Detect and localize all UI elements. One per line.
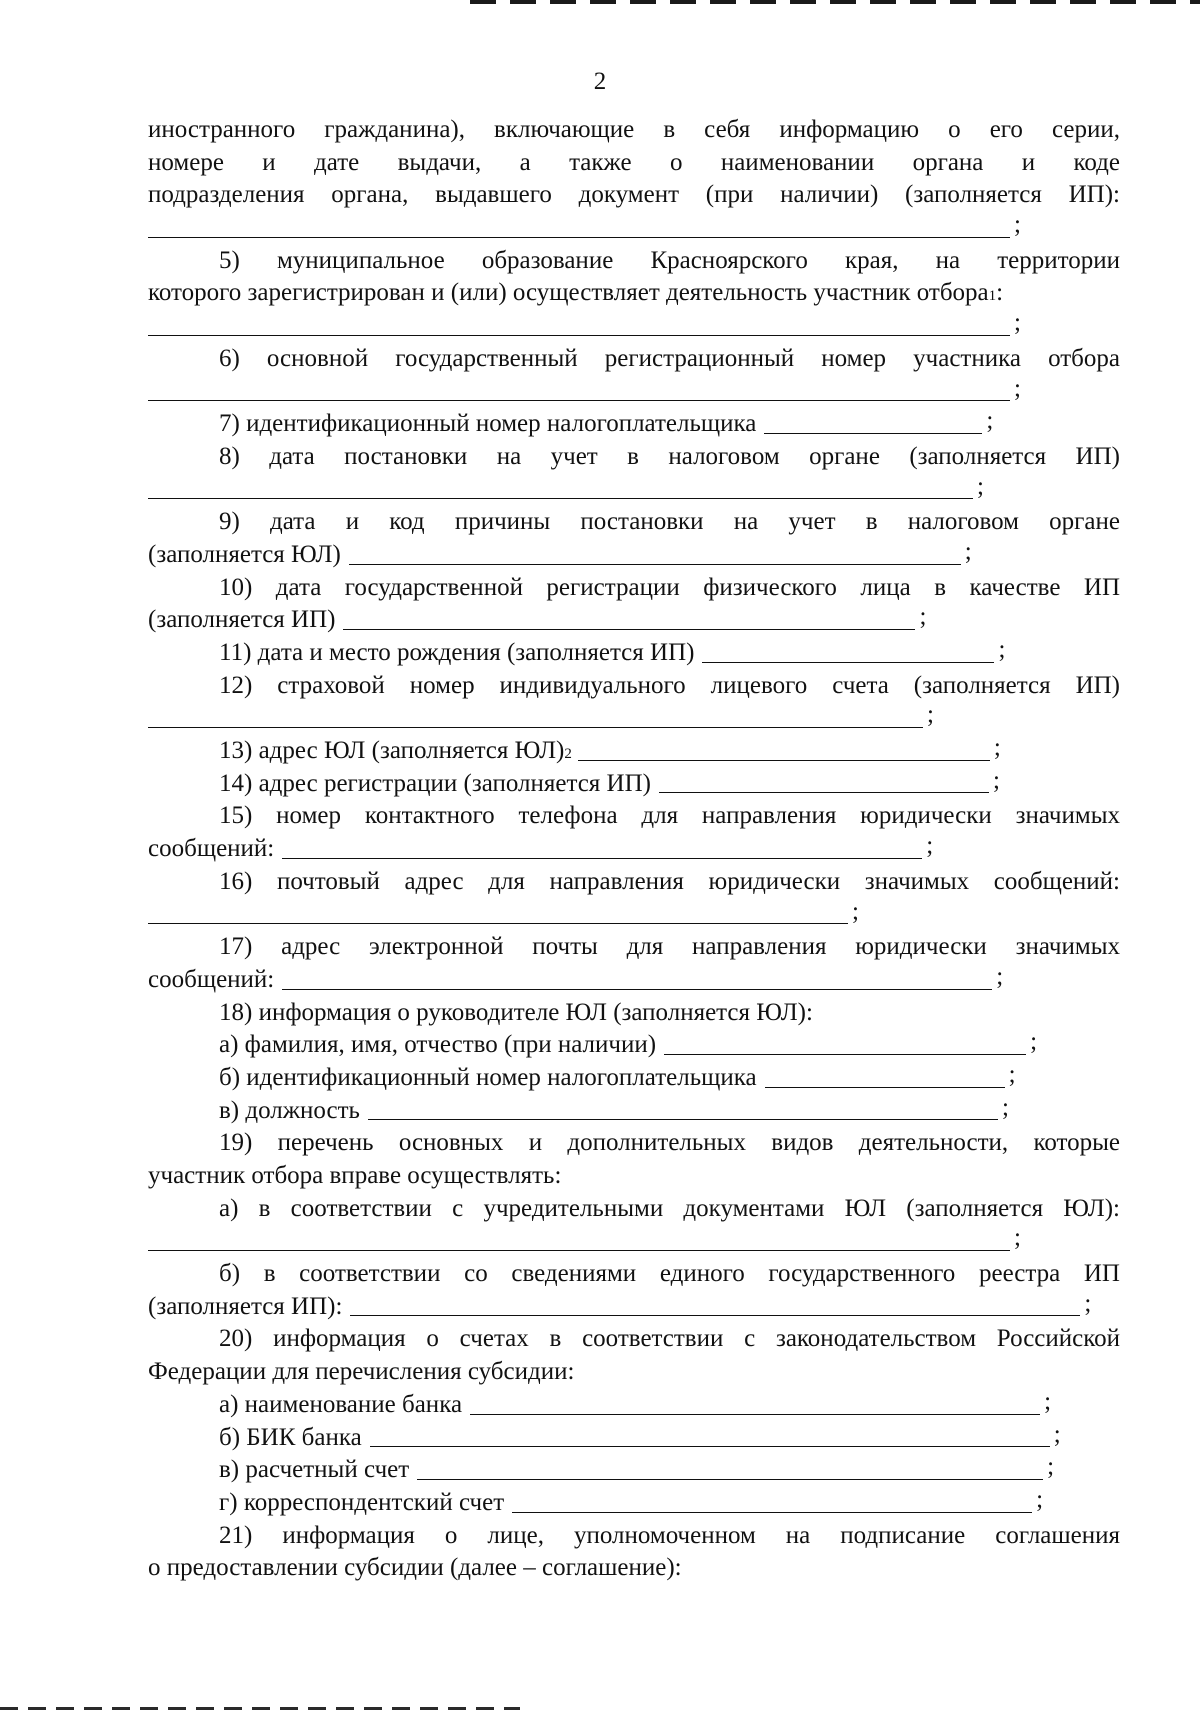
fill-blank[interactable] <box>578 759 990 761</box>
text-line: подразделения органа, выдавшего документ (при наличии) (заполняется ИП): <box>148 181 1120 209</box>
fill-blank[interactable] <box>148 497 973 499</box>
page-number: 2 <box>593 68 607 95</box>
item-18: 18) информация о руководителе ЮЛ (заполняется ЮЛ): <box>219 998 813 1026</box>
fill-blank[interactable] <box>664 1053 1026 1055</box>
item-9-fill: (заполняется ЮЛ) ; <box>148 537 972 568</box>
item-5-text-cont: которого зарегистрирован и (или) осуществляет деятельность участник отбора 1 : <box>148 279 1004 307</box>
item-19a-fill: ; <box>148 1225 1120 1258</box>
fill-blank[interactable] <box>148 334 1010 336</box>
fill-blank[interactable] <box>765 1086 1005 1088</box>
document-body <box>148 114 1120 1585</box>
item-15-text: 15) номер контактного телефона для направления юридически значимых <box>219 802 1120 830</box>
fill-blank[interactable] <box>512 1511 1032 1513</box>
item-17-fill: сообщений: ; <box>148 962 1004 993</box>
item-13: 13) адрес ЮЛ (заполняется ЮЛ) 2 ; <box>219 734 1001 765</box>
item-8-fill: ; <box>148 474 1120 507</box>
fill-blank[interactable] <box>148 726 923 728</box>
item-5-text: 5) муниципальное образование Красноярского края, на территории <box>219 246 1120 274</box>
item-18c: в) должность ; <box>219 1093 1009 1124</box>
item-21-text-cont: о предоставлении субсидии (далее – соглашение): <box>148 1554 682 1582</box>
fill-blank[interactable] <box>349 563 961 565</box>
fill-blank[interactable] <box>470 1413 1040 1415</box>
fill-blank[interactable] <box>148 922 848 924</box>
item-20b: б) БИК банка ; <box>219 1420 1061 1451</box>
text-line: номере и дате выдачи, а также о наименовании органа и коде <box>148 148 1120 176</box>
fill-blank[interactable] <box>659 791 989 793</box>
item-9-text: 9) дата и код причины постановки на учет в налоговом органе <box>219 508 1120 536</box>
item-19b-fill: (заполняется ИП): ; <box>148 1289 1092 1320</box>
fill-blank[interactable] <box>343 628 915 630</box>
item-17-text: 17) адрес электронной почты для направления юридически значимых <box>219 933 1120 961</box>
fill-line-4: ; <box>148 212 1120 245</box>
text-line: иностранного гражданина), включающие в себя информацию о его серии, <box>148 116 1120 143</box>
item-20-text: 20) информация о счетах в соответствии с законодательством Российской <box>219 1325 1120 1353</box>
item-20d: г) корреспондентский счет ; <box>219 1485 1044 1516</box>
item-20a: а) наименование банка ; <box>219 1387 1052 1418</box>
fill-blank[interactable] <box>764 432 982 434</box>
item-12-fill: ; <box>148 702 1120 735</box>
item-7: 7) идентификационный номер налогоплательщика ; <box>219 407 994 438</box>
fill-blank[interactable] <box>350 1314 1080 1316</box>
item-18b: б) идентификационный номер налогоплательщика ; <box>219 1060 1016 1091</box>
fill-blank[interactable] <box>282 988 992 990</box>
item-20-text-cont: Федерации для перечисления субсидии: <box>148 1358 575 1386</box>
item-10-fill: (заполняется ИП) ; <box>148 603 927 634</box>
scan-edge-top <box>470 0 1200 4</box>
item-15-fill: сообщений: ; <box>148 832 934 863</box>
item-19b-text: б) в соответствии со сведениями единого государственного реестра ИП <box>219 1260 1120 1288</box>
fill-blank[interactable] <box>702 661 994 663</box>
item-5-fill: ; <box>148 310 1120 343</box>
fill-blank[interactable] <box>370 1445 1050 1447</box>
fill-blank[interactable] <box>148 399 1010 401</box>
item-21-text: 21) информация о лице, уполномоченном на подписание соглашения <box>219 1521 1120 1549</box>
item-14: 14) адрес регистрации (заполняется ИП) ; <box>219 766 1000 797</box>
item-6-fill: ; <box>148 376 1120 409</box>
item-11: 11) дата и место рождения (заполняется ИП) ; <box>219 636 1006 666</box>
item-20c: в) расчетный счет ; <box>219 1453 1055 1484</box>
item-8-text: 8) дата постановки на учет в налоговом органе (заполняется ИП) <box>219 442 1120 470</box>
item-16-text: 16) почтовый адрес для направления юридически значимых сообщений: <box>219 867 1120 895</box>
fill-blank[interactable] <box>148 1249 1010 1251</box>
item-19a-text: а) в соответствии с учредительными документами ЮЛ (заполняется ЮЛ): <box>219 1194 1120 1222</box>
item-19-text-cont: участник отбора вправе осуществлять: <box>148 1162 562 1189</box>
fill-blank[interactable] <box>282 857 922 859</box>
fill-blank[interactable] <box>368 1118 998 1120</box>
item-12-text: 12) страховой номер индивидуального лицевого счета (заполняется ИП) <box>219 671 1120 699</box>
item-10-text: 10) дата государственной регистрации физического лица в качестве ИП <box>219 573 1120 601</box>
item-6-text: 6) основной государственный регистрационный номер участника отбора <box>219 344 1120 372</box>
item-18a: а) фамилия, имя, отчество (при наличии) ; <box>219 1028 1038 1059</box>
item-16-fill: ; <box>148 899 1120 932</box>
item-19-text: 19) перечень основных и дополнительных видов деятельности, которые <box>219 1129 1120 1157</box>
fill-blank[interactable] <box>417 1478 1043 1480</box>
fill-blank[interactable] <box>148 236 1010 238</box>
scan-edge-bottom <box>0 1707 520 1710</box>
